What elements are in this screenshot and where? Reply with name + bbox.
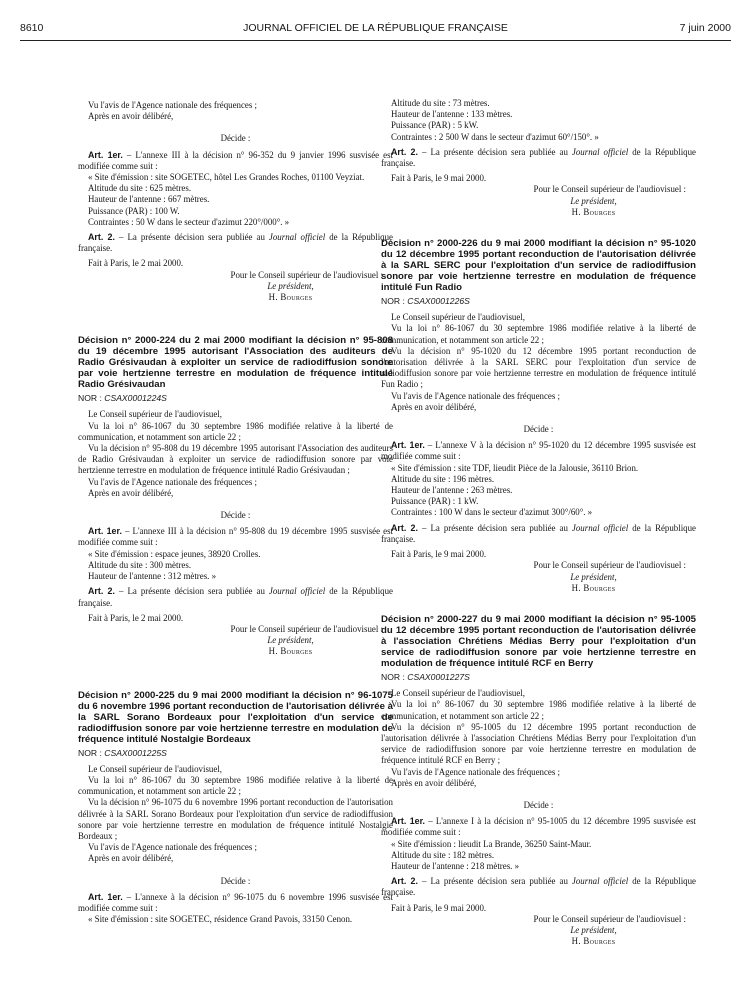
cont-puissance: Puissance (PAR) : 5 kW. — [391, 120, 479, 131]
decision-225-title: Décision n° 2000-225 du 9 mai 2000 modifiant la décision n° 96-1075 du 6 novembre 1996 portant reconduction de l'autorisation délivrée à la SARL Sorano Bordeaux pour l'exploitation d'un service de radiodiffusion sonore par voie hertzienne terrestre en modulation de fréquence intitulé Nostalgie Bordeaux — [78, 689, 393, 745]
d224-p5: Après en avoir délibéré, — [88, 487, 174, 498]
intro-avis: Vu l'avis de l'Agence nationale des fréquences ; — [88, 100, 258, 110]
d226-pour: Pour le Conseil supérieur de l'audiovisuel : — [533, 560, 686, 571]
left-column — [78, 100, 393, 925]
cont-contraintes: Contraintes : 2 500 W dans le secteur d'azimut 60°/150°. » — [391, 131, 599, 142]
cont-fait: Fait à Paris, le 9 mai 2000. — [391, 173, 487, 184]
d224-p2: Vu la loi n° 86-1067 du 30 septembre 1986 modifiée relative à la liberté de communication, et notamment son article 22 ; — [78, 420, 393, 442]
intro-president: Le président, — [267, 280, 314, 291]
right-column — [381, 98, 696, 947]
intro-article-1: Art. 1er. – L'annexe III à la décision n° 96-352 du 9 janvier 1996 susvisée est modifiée comme suit : — [78, 149, 394, 171]
d226-p2: Vu la loi n° 86-1067 du 30 septembre 1986 modifiée relative à la liberté de communication, et notamment son article 22 ; — [381, 323, 696, 345]
d226-president: Le président, — [570, 571, 617, 582]
d227-p3: Vu la décision n° 95-1005 du 12 décembre 1995 portant reconduction de l'autorisation délivrée à l'association Chrétiens Médias Berry pour l'exploitation d'un service de radiodiffusion sonore par voie hertzienne terrestre en modulation de fréquence intitulé RCF en Berry ; — [381, 721, 696, 766]
d225-p5: Après en avoir délibéré, — [88, 853, 174, 864]
cont-altitude: Altitude du site : 73 mètres. — [391, 98, 490, 108]
decision-227-nor: NOR : CSAX0001227S — [381, 671, 470, 682]
d224-p1: Le Conseil supérieur de l'audiovisuel, — [88, 409, 222, 420]
d226-article-1: Art. 1er. – L'annexe V à la décision n° 95-1020 du 12 décembre 1995 susvisée est modifiée comme suit : — [381, 440, 697, 462]
d227-p2: Vu la loi n° 86-1067 du 30 septembre 1986 modifiée relative à la liberté de communication, et notamment son article 22 ; — [381, 699, 696, 721]
page-header — [20, 20, 731, 41]
d227-p5: Après en avoir délibéré, — [391, 777, 477, 788]
intro-contraintes: Contraintes : 50 W dans le secteur d'azimut 220°/000°. » — [88, 216, 290, 227]
intro-delibere: Après en avoir délibéré, — [88, 111, 174, 122]
d224-fait: Fait à Paris, le 2 mai 2000. — [88, 612, 184, 623]
decision-227-title: Décision n° 2000-227 du 9 mai 2000 modifiant la décision n° 95-1005 du 12 décembre 1995 portant reconduction de l'autorisation délivrée à l'association Chrétiens Médias Berry pour l'exploitation d'un service de radiodiffusion sonore par voie hertzienne terrestre en modulation de fréquence intitulé RCF en Berry — [381, 613, 696, 669]
decision-226-title: Décision n° 2000-226 du 9 mai 2000 modifiant la décision n° 95-1020 du 12 décembre 1995 portant reconduction de l'autorisation délivrée à la SARL SERC pour l'exploitation d'un service de radiodiffusion sonore par voie hertzienne terrestre en modulation de fréquence intitulé Fun Radio — [381, 238, 696, 294]
d226-site: « Site d'émission : site TDF, lieudit Pièce de la Jalousie, 36110 Brion. — [391, 462, 639, 473]
d226-p4: Vu l'avis de l'Agence nationale des fréquences ; — [391, 390, 561, 401]
d224-altitude: Altitude du site : 300 mètres. — [88, 559, 192, 570]
d227-fait: Fait à Paris, le 9 mai 2000. — [391, 902, 487, 913]
d227-hauteur: Hauteur de l'antenne : 218 mètres. » — [391, 860, 520, 871]
d224-site: « Site d'émission : espace jeunes, 38920 Crolles. — [88, 548, 261, 559]
journal-title: JOURNAL OFFICIEL DE LA RÉPUBLIQUE FRANÇAISE — [243, 22, 508, 34]
d227-p4: Vu l'avis de l'Agence nationale des fréquences ; — [391, 766, 561, 777]
intro-site: « Site d'émission : site SOGETEC, hôtel Les Grandes Roches, 01100 Veyziat. — [88, 172, 365, 183]
intro-pour: Pour le Conseil supérieur de l'audiovisuel : — [230, 269, 383, 280]
d225-p2: Vu la loi n° 86-1067 du 30 septembre 1986 modifiée relative à la liberté de communication, et notamment son article 22 ; — [78, 774, 393, 797]
cont-signature: H. Bourges — [571, 206, 616, 217]
d224-pour: Pour le Conseil supérieur de l'audiovisuel : — [230, 623, 383, 634]
d224-president: Le président, — [267, 635, 314, 646]
intro-article-2: Art. 2. – La présente décision sera publiée au Journal officiel de la République française. — [78, 232, 393, 254]
intro-fait: Fait à Paris, le 2 mai 2000. — [88, 258, 184, 269]
d227-article-1: Art. 1er. – L'annexe I à la décision n° 95-1005 du 12 décembre 1995 susvisée est modifiée comme suit : — [381, 816, 696, 838]
d227-altitude: Altitude du site : 182 mètres. — [391, 849, 495, 860]
intro-hauteur: Hauteur de l'antenne : 667 mètres. — [88, 194, 210, 205]
d227-president: Le président, — [570, 924, 617, 935]
d224-p3: Vu la décision n° 95-808 du 19 décembre 1995 autorisant l'Association des auditeurs de Radio Grésivaudan à exploiter un service de radiodiffusion sonore par voie hertzienne terrestre en modulation de fréquence intitulé Radio Grésivaudan ; — [78, 443, 393, 476]
d227-pour: Pour le Conseil supérieur de l'audiovisuel : — [533, 913, 686, 924]
cont-hauteur: Hauteur de l'antenne : 133 mètres. — [391, 109, 513, 120]
d226-decide: Décide : — [523, 424, 554, 435]
d226-signature: H. Bourges — [571, 582, 616, 593]
d225-decide: Décide : — [220, 875, 251, 886]
d227-signature: H. Bourges — [571, 936, 616, 947]
d224-p4: Vu l'avis de l'Agence nationale des fréquences ; — [88, 476, 258, 487]
cont-president: Le président, — [570, 195, 617, 206]
d224-article-2: Art. 2. – La présente décision sera publiée au Journal officiel de la République française. — [78, 586, 393, 608]
d225-article-1: Art. 1er. – L'annexe à la décision n° 96-1075 du 6 novembre 1996 susvisée est modifiée comme suit : — [78, 891, 393, 913]
d224-decide: Décide : — [220, 510, 251, 521]
intro-altitude: Altitude du site : 625 mètres. — [88, 183, 192, 194]
d226-puissance: Puissance (PAR) : 1 kW. — [391, 496, 479, 507]
d226-p1: Le Conseil supérieur de l'audiovisuel, — [391, 312, 525, 323]
d224-article-1: Art. 1er. – L'annexe III à la décision n° 95-808 du 19 décembre 1995 susvisée est modifiée comme suit : — [78, 526, 394, 548]
decision-224-nor: NOR : CSAX0001224S — [78, 393, 167, 404]
decision-226-nor: NOR : CSAX0001226S — [381, 296, 470, 307]
d224-signature: H. Bourges — [268, 646, 313, 657]
d224-hauteur: Hauteur de l'antenne : 312 mètres. » — [88, 571, 217, 582]
d226-hauteur: Hauteur de l'antenne : 263 mètres. — [391, 485, 513, 496]
d226-altitude: Altitude du site : 196 mètres. — [391, 473, 495, 484]
d225-p1: Le Conseil supérieur de l'audiovisuel, — [88, 763, 222, 774]
d226-p3: Vu la décision n° 95-1020 du 12 décembre 1995 portant reconduction de l'autorisation délivrée à la SARL SERC pour l'exploitation d'un service de radiodiffusion sonore par voie hertzienne terrestre en modulation de fréquence intitulé Fun Radio ; — [381, 345, 696, 390]
d226-p5: Après en avoir délibéré, — [391, 401, 477, 412]
d227-decide: Décide : — [523, 799, 554, 810]
intro-puissance: Puissance (PAR) : 100 W. — [88, 205, 180, 216]
intro-decide: Décide : — [220, 133, 251, 144]
d225-p3: Vu la décision n° 96-1075 du 6 novembre 1996 portant reconduction de l'autorisation délivrée à la SARL Sorano Bordeaux pour l'exploitation d'un service de radiodiffusion sonore par voie hertzienne terrestre en modulation de fréquence intitulé Nostalgie Bordeaux ; — [78, 797, 393, 841]
d226-fait: Fait à Paris, le 9 mai 2000. — [391, 549, 487, 560]
page-number: 8610 — [20, 22, 44, 34]
d227-site: « Site d'émission : lieudit La Brande, 36250 Saint-Maur. — [391, 838, 592, 849]
decision-224-title: Décision n° 2000-224 du 2 mai 2000 modifiant la décision n° 95-808 du 19 décembre 1995 autorisant l'Association des auditeurs de Radio Grésivaudan à exploiter un service de radiodiffusion sonore par voie hertzienne terrestre en modulation de fréquence intitulé Radio Grésivaudan — [78, 335, 393, 391]
decision-225-nor: NOR : CSAX0001225S — [78, 747, 167, 758]
d225-p4: Vu l'avis de l'Agence nationale des fréquences ; — [88, 842, 258, 853]
cont-pour: Pour le Conseil supérieur de l'audiovisuel : — [533, 184, 686, 195]
d227-p1: Le Conseil supérieur de l'audiovisuel, — [391, 688, 525, 699]
d226-contraintes: Contraintes : 100 W dans le secteur d'azimut 300°/60°. » — [391, 507, 593, 518]
cont-article-2: Art. 2. – La présente décision sera publiée au Journal officiel de la République française. — [381, 146, 696, 169]
d225-site: « Site d'émission : site SOGETEC, résidence Grand Pavois, 33150 Cenon. — [88, 914, 353, 925]
intro-signature: H. Bourges — [268, 292, 313, 303]
header-date: 7 juin 2000 — [679, 22, 731, 34]
d227-article-2: Art. 2. – La présente décision sera publiée au Journal officiel de la République française. — [381, 876, 696, 898]
d226-article-2: Art. 2. – La présente décision sera publiée au Journal officiel de la République française. — [381, 522, 696, 544]
